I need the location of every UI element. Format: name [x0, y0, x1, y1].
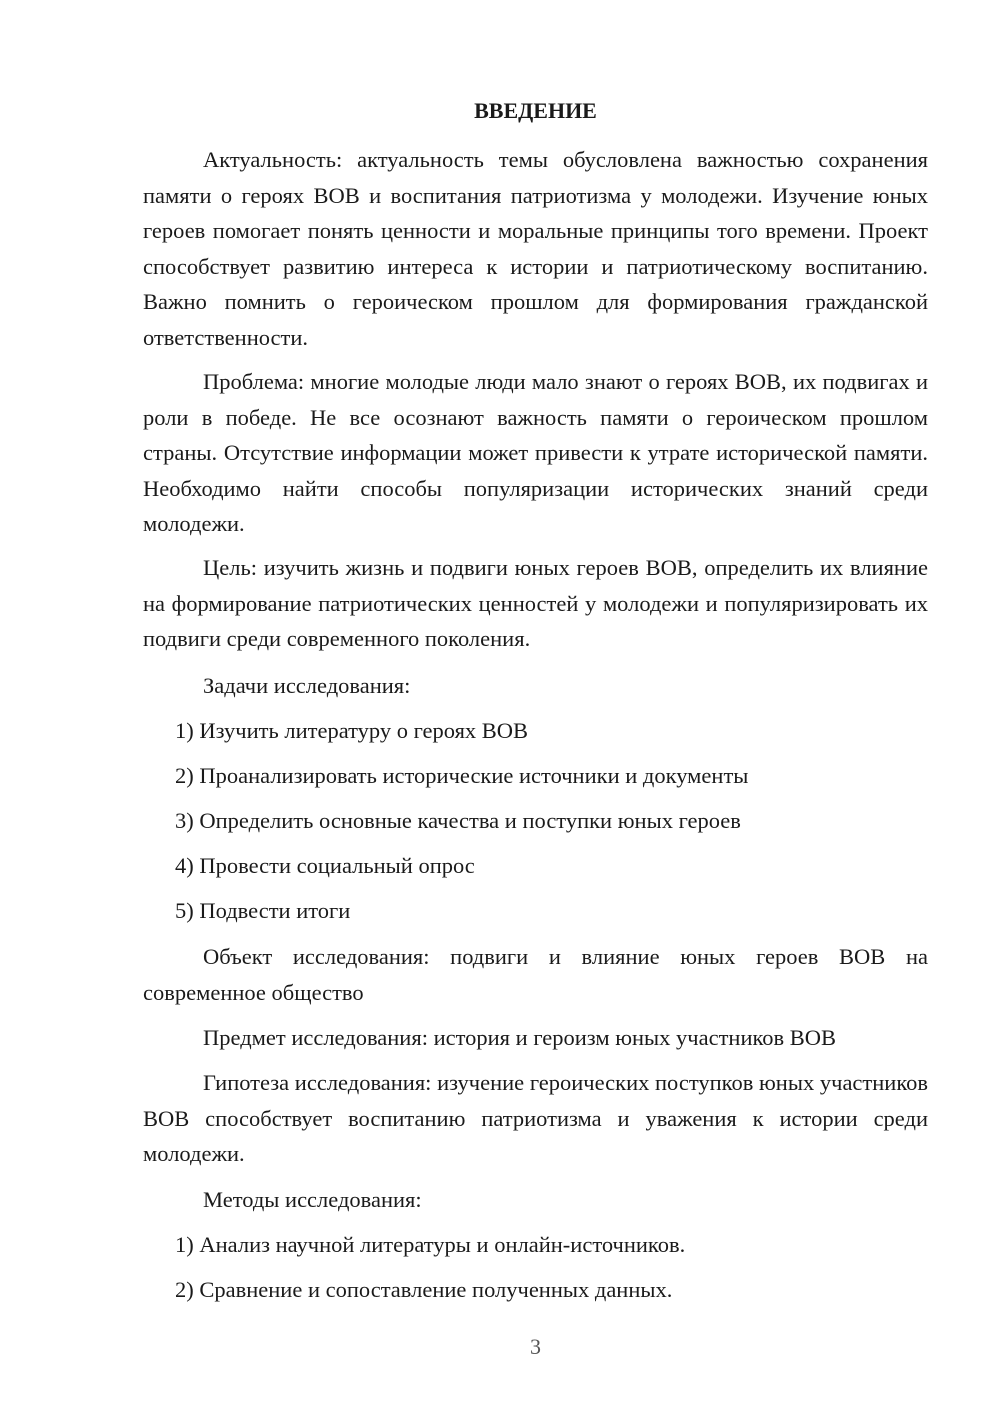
relevance-paragraph: Актуальность: актуальность темы обусловлена важностью сохранения памяти о героях ВОВ и воспитания патриотизма у молодежи. Изучение юных героев помогает понять ценности и моральные принципы того времени. Проект способствует развитию интереса к истории и патриотическому воспитанию. Важно помнить о героическом прошлом для формирования гражданской ответственности.: [143, 147, 928, 350]
subject-paragraph: Предмет исследования: история и героизм юных участников ВОВ: [203, 1025, 837, 1050]
task-item-4: 4) Провести социальный опрос: [175, 853, 475, 878]
document-page: [143, 0, 928, 1414]
object-paragraph: Объект исследования: подвиги и влияние юных героев ВОВ на современное общество: [143, 944, 928, 1005]
task-item-3: 3) Определить основные качества и поступки юных героев: [175, 808, 741, 833]
methods-heading: Методы исследования:: [203, 1187, 422, 1212]
tasks-heading: Задачи исследования:: [203, 673, 411, 698]
hypothesis-paragraph: Гипотеза исследования: изучение героических поступков юных участников ВОВ способствует воспитанию патриотизма и уважения к истории среди молодежи.: [143, 1070, 928, 1166]
problem-paragraph: Проблема: многие молодые люди мало знают о героях ВОВ, их подвигах и роли в победе. Не все осознают важность памяти о героическом прошлом страны. Отсутствие информации может привести к утрате исторической памяти. Необходимо найти способы популяризации исторических знаний среди молодежи.: [143, 369, 928, 536]
task-item-5: 5) Подвести итоги: [175, 898, 351, 923]
page-title: ВВЕДЕНИЕ: [474, 98, 597, 123]
task-item-1: 1) Изучить литературу о героях ВОВ: [175, 718, 529, 743]
method-item-2: 2) Сравнение и сопоставление полученных данных.: [175, 1277, 673, 1302]
page-number: 3: [530, 1334, 541, 1359]
goal-paragraph: Цель: изучить жизнь и подвиги юных героев ВОВ, определить их влияние на формирование патриотических ценностей у молодежи и популяризировать их подвиги среди современного поколения.: [143, 555, 928, 651]
task-item-2: 2) Проанализировать исторические источники и документы: [175, 763, 749, 788]
method-item-1: 1) Анализ научной литературы и онлайн-источников.: [175, 1232, 686, 1257]
